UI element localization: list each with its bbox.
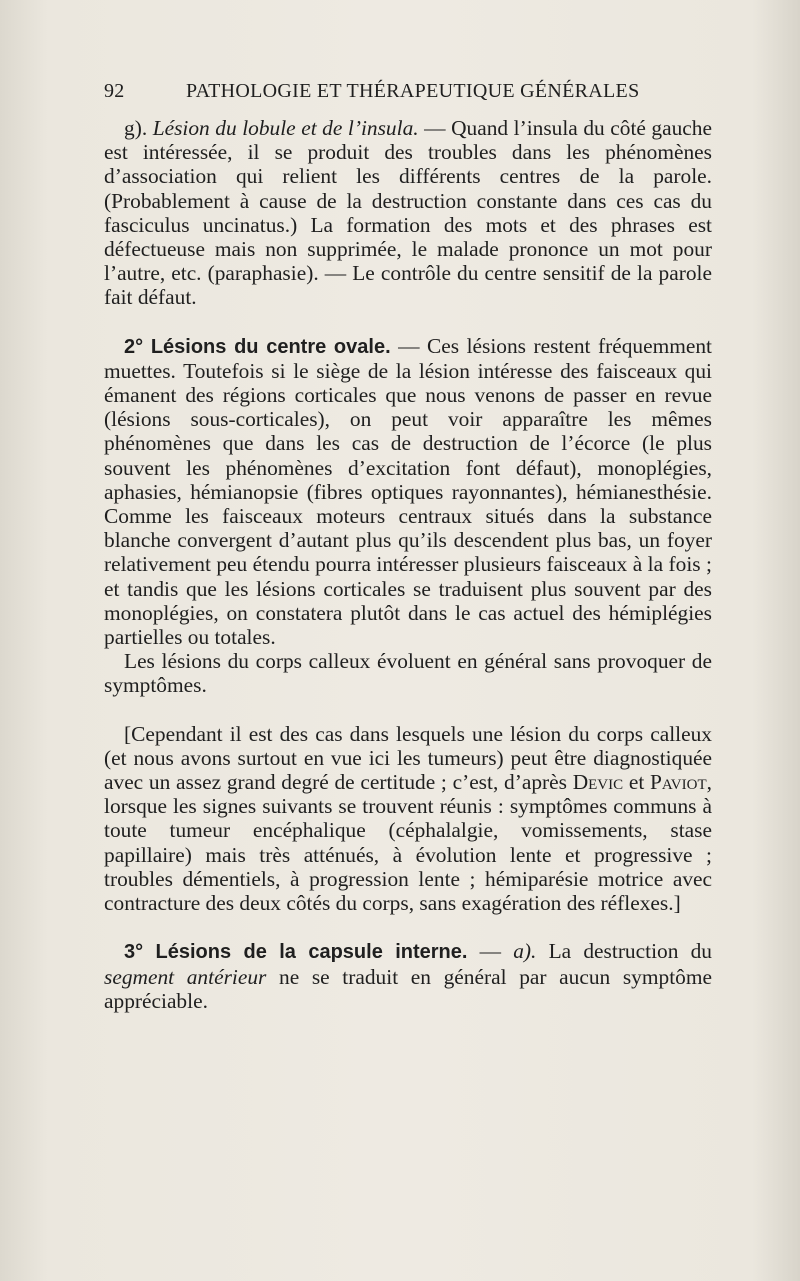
note-text: et: [623, 770, 651, 795]
para-title: Lésion du lobule et de l’insula.: [152, 116, 419, 140]
author-name: Paviot: [650, 770, 707, 795]
note-text: , lorsque les signes suivants se trouvent réunis : symptômes communs à toute tumeur encéphalique (céphalalgie, vomissements, stase papillaire) mais très atténués, à évolution lente et progressive ; troubles démentiels, à progression lente ; hémiparésie motrice avec contracture des deux côtés du corps, sans exagération des réflexes.]: [104, 770, 712, 916]
note-text: [Cependant il est des cas dans lesquels une lésion du corps calleux (et nous avons surtout en vue ici les tumeurs) peut être diagnostiquée avec un assez grand degré de certitude ; c’est, d’après: [104, 721, 712, 795]
body-text: [104, 116, 712, 1013]
section-text: —: [467, 939, 514, 964]
author-name: Devic: [572, 770, 624, 795]
section-text: La destruction du: [536, 939, 712, 964]
page-number: 92: [104, 80, 125, 102]
paragraph-corps-calleux: Les lésions du corps calleux évoluent en général sans provoquer de symptômes.: [104, 649, 712, 698]
running-title: PATHOLOGIE ET THÉRAPEUTIQUE GÉNÉRALES: [186, 80, 640, 102]
section-heading: 3° Lésions de la capsule interne.: [124, 941, 468, 964]
para-text: — Quand l’insula du côté gauche est intéressée, il se produit des troubles dans les phénomènes d’association qui relient les différents centres de la parole. (Probablement à cause de la destruction constante dans ces cas du fasciculus uncinatus.) La formation des mots et des phrases est défectueuse mais non supprimée, le malade prononce un mot pour l’autre, etc. (paraphasie). — Le contrôle du centre sensitif de la parole fait défaut.: [104, 116, 712, 310]
sub-label: a).: [513, 939, 537, 964]
running-header: [104, 80, 714, 103]
paragraph-lobule-insula: [104, 116, 712, 310]
section-text: — Ces lésions restent fréquemment muettes. Toutefois si le siège de la lésion intéresse des faisceaux qui émanent des régions corticales que nous venons de passer en revue (lésions sous-corticales), on peut voir apparaître les mêmes phénomènes que dans les cas de destruction de l’écorce (le plus souvent les phénomènes d’excitation font défaut), monoplégies, aphasies, hémianopsie (fibres optiques rayonnantes), hémianesthésie. Comme les faisceaux moteurs centraux situés dans la substance blanche convergent d’autant plus qu’ils descendent plus bas, un foyer relativement peu étendu pourra intéresser plusieurs faisceaux à la fois ; et tandis que les lésions corticales se traduisent plus souvent par des monoplégies, on constatera plutôt dans le cas actuel des hémiplégies partielles ou totales.: [104, 333, 713, 650]
section-text: ne se traduit en général par aucun symptôme appréciable.: [104, 964, 712, 1013]
paragraph-centre-ovale: [104, 334, 712, 650]
paragraph-capsule-interne: [104, 939, 712, 1013]
paragraph-bracketed-note: [104, 722, 712, 916]
para-label: g).: [124, 116, 153, 140]
section-heading: 2° Lésions du centre ovale.: [124, 335, 391, 358]
italic-term: segment antérieur: [104, 964, 267, 989]
